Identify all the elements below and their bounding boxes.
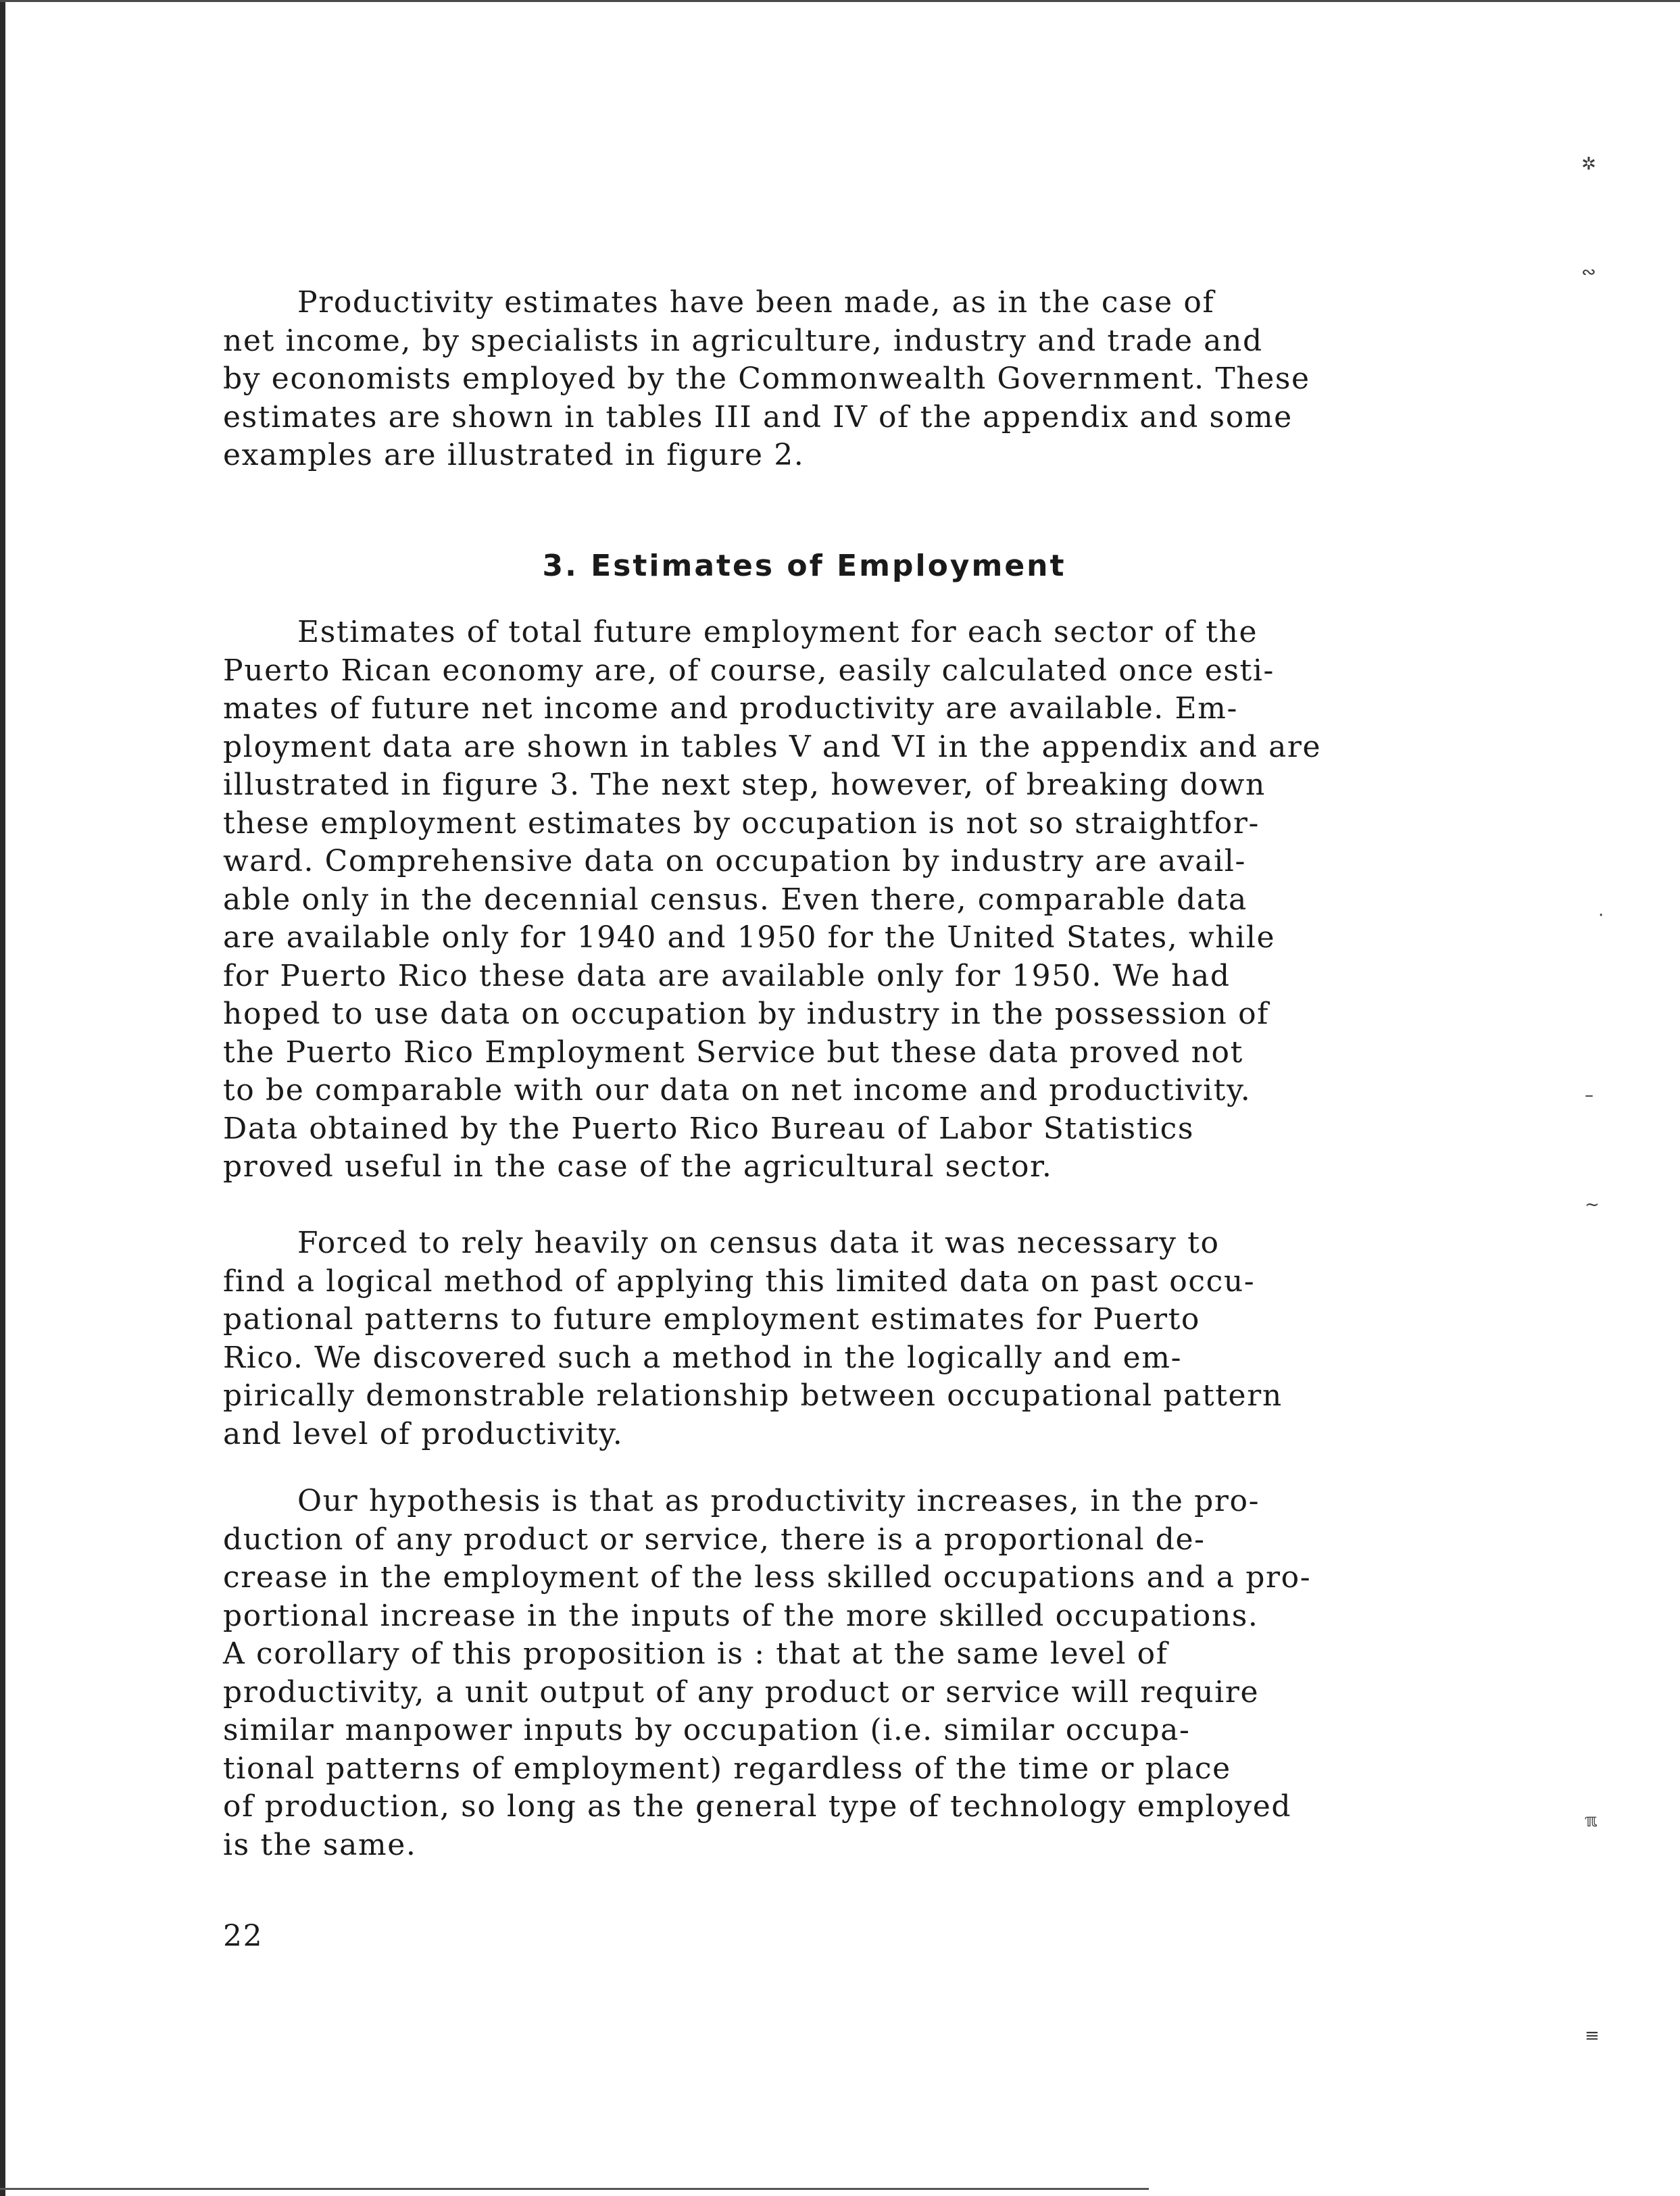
text-line: net income, by specialists in agriculture, industry and trade and [223, 323, 1263, 358]
text-line: the Puerto Rico Employment Service but these data proved not [223, 1034, 1243, 1070]
scan-speck: · [1598, 905, 1604, 926]
text-line: Puerto Rican economy are, of course, easily calculated once esti- [223, 653, 1275, 688]
text-line: ward. Comprehensive data on occupation by industry are avail- [223, 844, 1246, 878]
text-line: mates of future net income and productivity are available. Em- [223, 691, 1238, 726]
scan-speck: ~ [1585, 1195, 1600, 1215]
text-line: hoped to use data on occupation by industry in the possession of [223, 997, 1270, 1031]
scan-left-edge [0, 0, 5, 2196]
text-line: by economists employed by the Commonwealth Government. These [223, 361, 1310, 396]
text-line: examples are illustrated in figure 2. [223, 438, 805, 472]
text-line: Estimates of total future employment for each sector of the [297, 615, 1258, 649]
text-line: Rico. We discovered such a method in the logically and em- [223, 1340, 1183, 1375]
text-line: proved useful in the case of the agricultural sector. [223, 1149, 1053, 1184]
text-line: is the same. [223, 1827, 417, 1862]
text-line: these employment estimates by occupation is not so straightfor- [223, 805, 1260, 841]
text-line: duction of any product or service, there is a proportional de- [223, 1522, 1206, 1557]
text-line: illustrated in figure 3. The next step, however, of breaking down [223, 768, 1266, 802]
text-line: Our hypothesis is that as productivity increases, in the pro- [297, 1484, 1260, 1518]
section-heading: 3. Estimates of Employment [542, 549, 1066, 583]
scan-bottom-edge [0, 2188, 1149, 2190]
text-line: able only in the decennial census. Even there, comparable data [223, 882, 1247, 917]
text-line: ployment data are shown in tables V and VI in the appendix and are [223, 729, 1322, 764]
text-line: find a logical method of applying this limited data on past occu- [223, 1264, 1256, 1299]
text-line: tional patterns of employment) regardless of the time or place [223, 1751, 1231, 1786]
paragraph-productivity-estimates [223, 284, 1385, 475]
text-line: Data obtained by the Puerto Rico Bureau of Labor Statistics [223, 1111, 1195, 1146]
text-line: productivity, a unit output of any product or service will require [223, 1674, 1260, 1710]
scan-speck: ✲ [1581, 154, 1596, 174]
scan-speck: ℼ [1585, 1811, 1598, 1831]
text-line: A corollary of this proposition is : that at the same level of [223, 1637, 1168, 1671]
text-line: pirically demonstrable relationship between occupational pattern [223, 1378, 1283, 1413]
scan-speck: – [1585, 1085, 1593, 1105]
text-line: crease in the employment of the less skilled occupations and a pro- [223, 1560, 1312, 1595]
scan-top-edge [0, 0, 1680, 2]
paragraph-hypothesis [223, 1482, 1385, 1864]
text-line: for Puerto Rico these data are available only for 1950. We had [223, 958, 1231, 993]
page-number: 22 [223, 1919, 264, 1953]
paragraph-census-data [223, 1224, 1385, 1453]
scan-speck: ≡ [1585, 2026, 1600, 2046]
text-line: are available only for 1940 and 1950 for the United States, while [223, 920, 1276, 955]
text-line: portional increase in the inputs of the more skilled occupations. [223, 1598, 1259, 1633]
text-line: similar manpower inputs by occupation (i.e. similar occupa- [223, 1713, 1191, 1747]
scan-speck: ∾ [1581, 262, 1596, 282]
text-line: to be comparable with our data on net income and productivity. [223, 1073, 1252, 1107]
text-line: Productivity estimates have been made, as in the case of [297, 285, 1215, 320]
text-line: pational patterns to future employment estimates for Puerto [223, 1302, 1200, 1337]
text-line: estimates are shown in tables III and IV of the appendix and some [223, 399, 1293, 434]
text-line: and level of productivity. [223, 1416, 624, 1451]
text-line: Forced to rely heavily on census data it was necessary to [297, 1226, 1220, 1260]
paragraph-employment-estimates [223, 614, 1385, 1187]
text-line: of production, so long as the general type of technology employed [223, 1789, 1292, 1824]
